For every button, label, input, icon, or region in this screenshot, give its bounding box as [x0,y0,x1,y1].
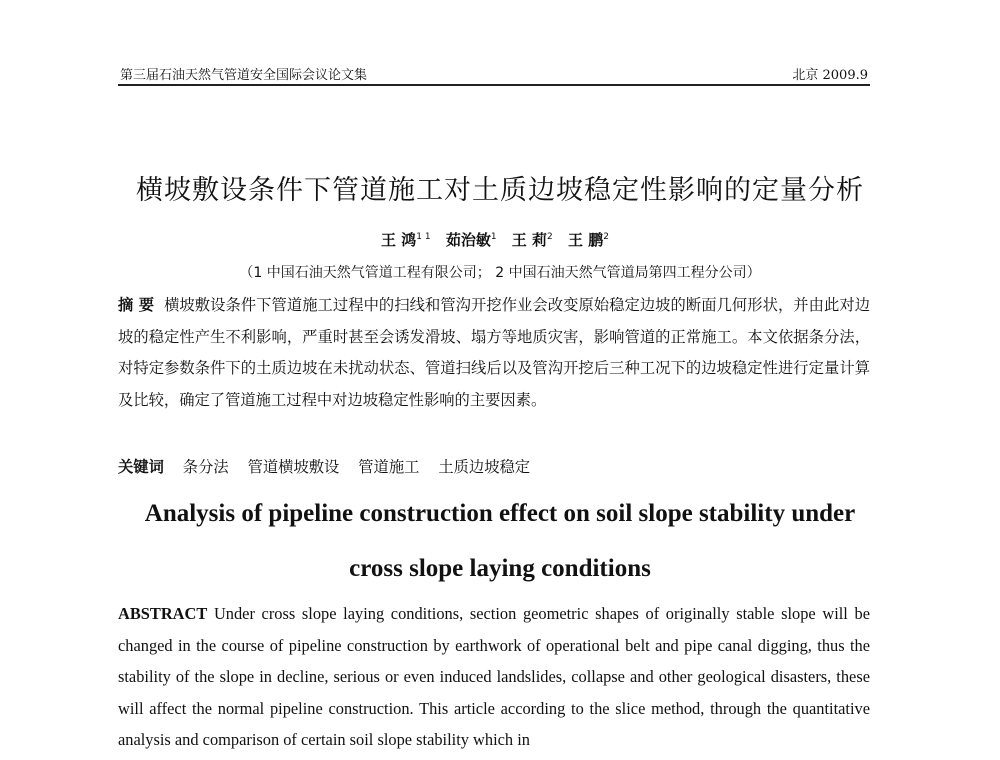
abstract-chinese [118,290,870,416]
author-affiliation-mark: 2 [603,232,609,242]
paper-title-english-line-1: Analysis of pipeline construction effect on soil slope stability under [144,500,856,527]
author-affiliation-mark: 2 [547,232,553,242]
author-affiliation-mark: 1 1 [416,232,431,242]
abstract-english [118,598,870,756]
abstract-chinese-label: 摘 要 [118,296,155,314]
keyword: 管道横坡敷设 [247,458,340,476]
running-header [118,60,870,84]
paper-title-english-line-2: cross slope laying conditions [349,555,651,582]
abstract-english-text: Under cross slope laying conditions, section geometric shapes of originally stable slope will be changed in the course of pipeline construction by earthwork of operational belt and pipe canal digging, thus the stability of the slope in decline, serious or even induced landslides, collapse and other geological disasters, these will affect the normal pipeline construction. This article according to the slice method, through the quantitative analysis and comparison of certain soil slope stability which in [118,604,870,749]
header-place-date: 北京 2009.9 [792,68,868,83]
author-affiliation-mark: 1 [490,232,497,242]
abstract-chinese-text: 横坡敷设条件下管道施工过程中的扫线和管沟开挖作业会改变原始稳定边坡的断面几何形状，并由此对边坡的稳定性产生不利影响，严重时甚至会诱发滑坡、塌方等地质灾害，影响管道的正常施工。本文依据条分法，对特定参数条件下的土质边坡在未扰动状态、管道扫线后以及管沟开挖后三种工况下的边坡稳定性进行定量计算及比较，确定了管道施工过程中对边坡稳定性影响的主要因素。 [118,296,870,409]
author-name: 茹治敏 [445,231,491,249]
author-list [0,229,1000,250]
keywords-label: 关键词 [118,458,164,476]
keyword: 条分法 [182,458,229,476]
header-rule [118,84,870,86]
author-name: 王 莉 [511,231,548,249]
paper-title-chinese: 横坡敷设条件下管道施工对土质边坡稳定性影响的定量分析 [136,175,864,206]
author-name: 王 鹏 [568,231,604,249]
keyword: 土质边坡稳定 [438,458,531,476]
keywords-chinese [118,455,870,477]
affiliations: （1 中国石油天然气管道工程有限公司； 2 中国石油天然气管道局第四工程分公司） [239,265,761,281]
header-proceedings-title: 第三届石油天然气管道安全国际会议论文集 [120,68,368,83]
keyword: 管道施工 [358,458,420,476]
abstract-english-label: ABSTRACT [118,604,208,623]
author-name: 王 鸿 [381,231,417,249]
